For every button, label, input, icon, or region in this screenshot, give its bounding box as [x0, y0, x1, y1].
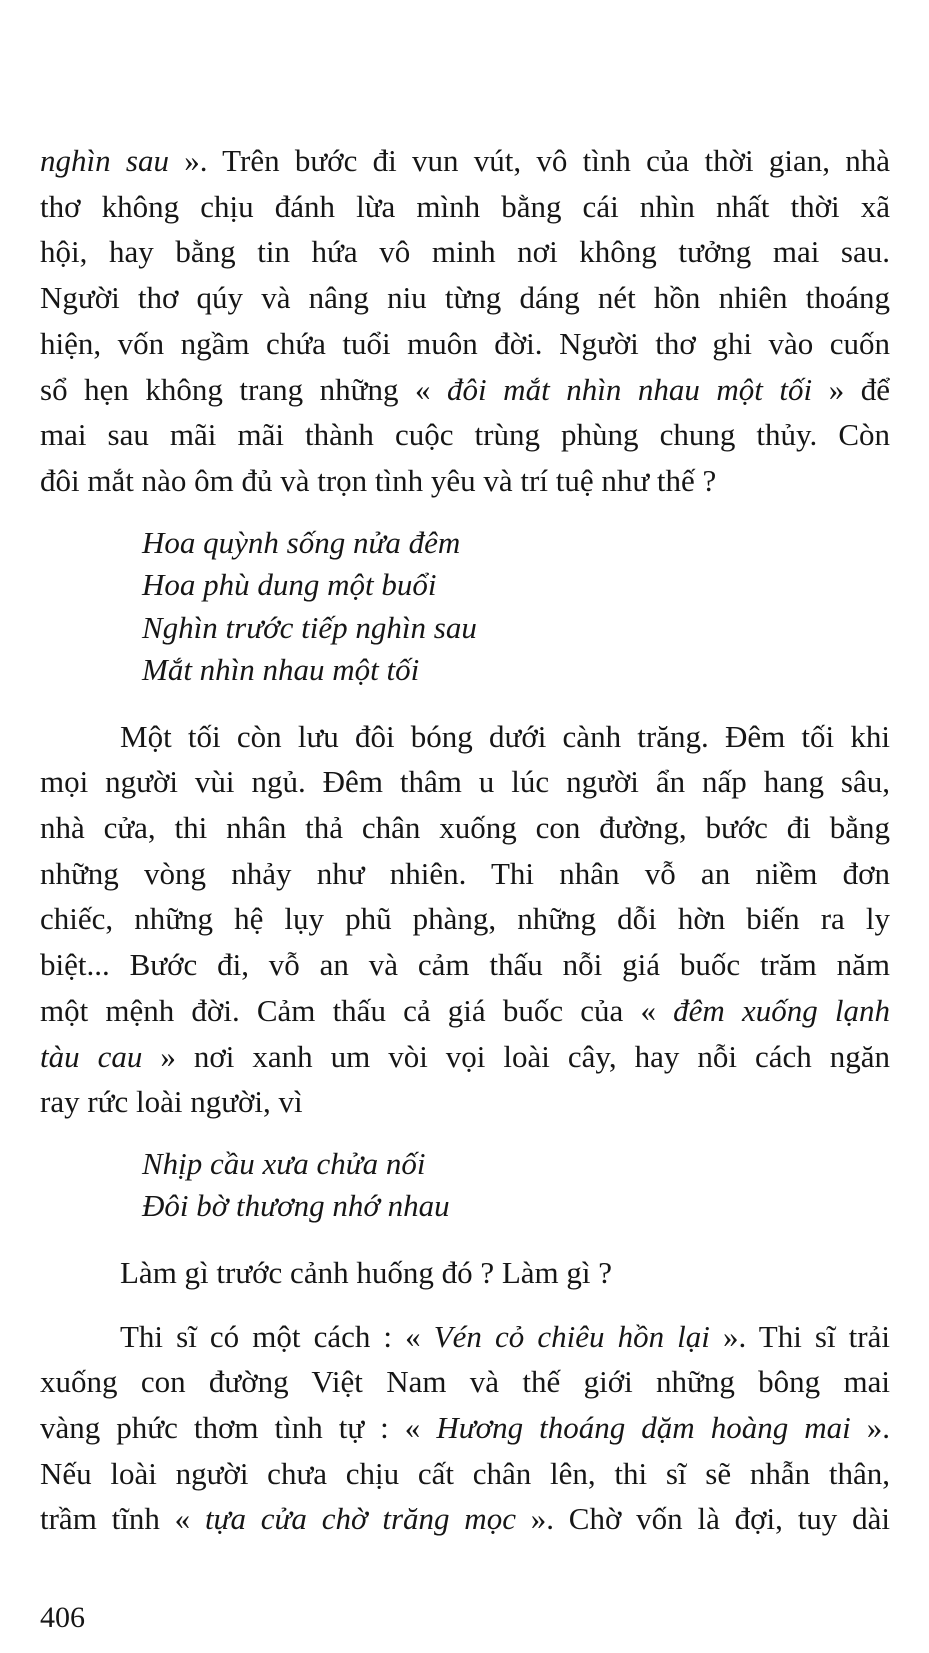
text-line: hiện, vốn ngầm chứa tuổi muôn đời. Người thơ ghi vào cuốn [40, 325, 890, 361]
text-line: Người thơ qúy và nâng niu từng dáng nét hồn nhiên thoáng [40, 280, 890, 316]
verse-line: Hoa quỳnh sống nửa đêm [142, 524, 461, 560]
text-line: hội, hay bằng tin hứa vô minh nơi không tưởng mai sau. [40, 234, 890, 270]
paragraph-4 [40, 1314, 890, 1543]
paragraph-1 [40, 138, 890, 504]
verse-stanza-2 [40, 1143, 890, 1228]
text-line: ray rức loài người, vì [40, 1084, 303, 1120]
paragraph-3 [40, 1250, 890, 1296]
text-line: nhà cửa, thi nhân thả chân xuống con đường, bước đi bằng [40, 810, 890, 846]
text-line: Làm gì trước cảnh huống đó ? Làm gì ? [120, 1254, 613, 1290]
text-line: Nếu loài người chưa chịu cất chân lên, thi sĩ sẽ nhẫn thân, [40, 1455, 890, 1491]
page-number: 406 [40, 1601, 85, 1634]
verse-line: Nhịp cầu xưa chửa nối [142, 1145, 426, 1181]
verse-line: Mắt nhìn nhau một tối [142, 652, 420, 688]
text-line: những vòng nhảy như nhiên. Thi nhân vỗ an niềm đơn [40, 855, 890, 891]
verse-line: Hoa phù dung một buổi [142, 567, 437, 603]
text-line: tàu cau » nơi xanh um vòi vọi loài cây, hay nỗi cách ngăn [40, 1038, 890, 1074]
text-line: chiếc, những hệ lụy phũ phàng, những dỗi hờn biến ra ly [40, 901, 890, 937]
text-line: biệt... Bước đi, vỗ an và cảm thấu nỗi giá buốc trăm năm [40, 947, 890, 983]
text-line: xuống con đường Việt Nam và thế giới những bông mai [40, 1364, 890, 1400]
text-line: một mệnh đời. Cảm thấu cả giá buốc của « đêm xuống lạnh [40, 992, 890, 1028]
text-line: Một tối còn lưu đôi bóng dưới cành trăng. Đêm tối khi [120, 718, 890, 754]
text-line: sổ hẹn không trang những « đôi mắt nhìn nhau một tối » để [40, 371, 891, 407]
text-line: mai sau mãi mãi thành cuộc trùng phùng chung thủy. Còn [40, 417, 890, 453]
text-line: trầm tĩnh « tựa cửa chờ trăng mọc ». Chờ vốn là đợi, tuy dài [40, 1501, 890, 1537]
text-line: đôi mắt nào ôm đủ và trọn tình yêu và trí tuệ như thế ? [40, 462, 717, 498]
text-line: nghìn sau ». Trên bước đi vun vút, vô tình của thời gian, nhà [40, 143, 890, 178]
text-line: vàng phức thơm tình tự : « Hương thoáng dặm hoàng mai ». [40, 1410, 891, 1446]
verse-line: Nghìn trước tiếp nghìn sau [142, 609, 477, 645]
text-line: mọi người vùi ngủ. Đêm thâm u lúc người ẩn nấp hang sâu, [40, 764, 890, 800]
verse-line: Đôi bờ thương nhớ nhau [142, 1188, 450, 1224]
text-line: thơ không chịu đánh lừa mình bằng cái nhìn nhất thời xã [40, 188, 890, 224]
verse-stanza-1 [40, 522, 890, 692]
text-line: Thi sĩ có một cách : « Vén cỏ chiêu hồn lại ». Thi sĩ trải [120, 1318, 890, 1354]
paragraph-2 [40, 714, 890, 1125]
book-page [40, 138, 890, 1542]
